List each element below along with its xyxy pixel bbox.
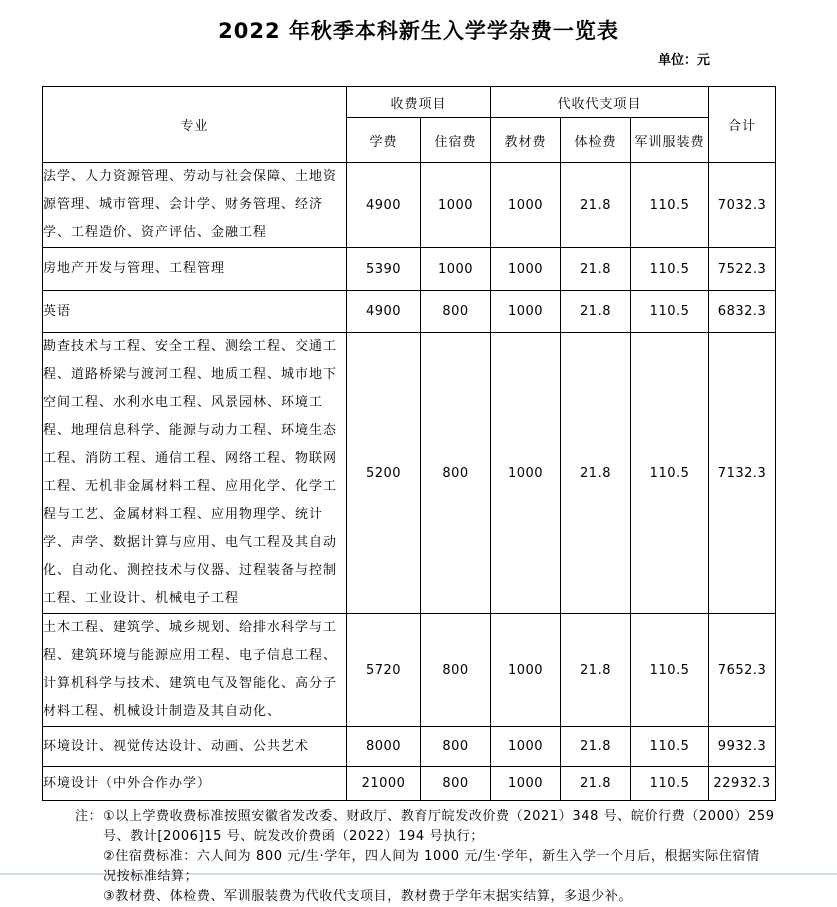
table-header <box>43 87 776 163</box>
table-row <box>43 333 776 614</box>
value-cell-physical-exam: 21.8 <box>561 248 631 291</box>
note-line: 号、教计[2006]15 号、皖发改价费函（2022）194 号执行； <box>103 829 484 844</box>
value-cell-military-uniform: 110.5 <box>631 163 709 248</box>
col-header-total: 合计 <box>709 87 776 163</box>
col-header-major: 专业 <box>43 87 347 163</box>
value-cell-tuition: 21000 <box>347 767 421 801</box>
table-row <box>43 291 776 333</box>
table-row <box>43 163 776 248</box>
value-cell-physical-exam: 21.8 <box>561 163 631 248</box>
value-cell-accommodation: 800 <box>421 727 491 767</box>
value-cell-tuition: 5390 <box>347 248 421 291</box>
col-header-tuition: 学费 <box>347 118 421 163</box>
value-cell-textbook: 1000 <box>491 163 561 248</box>
value-cell-textbook: 1000 <box>491 614 561 727</box>
value-cell-tuition: 4900 <box>347 163 421 248</box>
col-header-physical-exam: 体检费 <box>561 118 631 163</box>
col-header-military-uniform: 军训服装费 <box>631 118 709 163</box>
col-header-fee-group: 收费项目 <box>347 87 491 118</box>
value-cell-textbook: 1000 <box>491 291 561 333</box>
value-cell-total: 7652.3 <box>709 614 776 727</box>
header-row-groups <box>43 87 776 118</box>
value-cell-accommodation: 1000 <box>421 248 491 291</box>
value-cell-physical-exam: 21.8 <box>561 727 631 767</box>
value-cell-total: 7522.3 <box>709 248 776 291</box>
major-cell: 法学、人力资源管理、劳动与社会保障、土地资源管理、城市管理、会计学、财务管理、经济学、工程造价、资产评估、金融工程 <box>43 163 347 248</box>
value-cell-textbook: 1000 <box>491 727 561 767</box>
table-row <box>43 767 776 801</box>
value-cell-military-uniform: 110.5 <box>631 614 709 727</box>
value-cell-total: 6832.3 <box>709 291 776 333</box>
value-cell-tuition: 8000 <box>347 727 421 767</box>
value-cell-accommodation: 1000 <box>421 163 491 248</box>
value-cell-tuition: 5720 <box>347 614 421 727</box>
major-cell: 英语 <box>43 291 347 333</box>
value-cell-physical-exam: 21.8 <box>561 291 631 333</box>
value-cell-total: 22932.3 <box>709 767 776 801</box>
value-cell-total: 7132.3 <box>709 333 776 614</box>
col-header-textbook: 教材费 <box>491 118 561 163</box>
table-row <box>43 614 776 727</box>
value-cell-military-uniform: 110.5 <box>631 727 709 767</box>
col-header-agency-group: 代收代支项目 <box>491 87 709 118</box>
col-header-accommodation: 住宿费 <box>421 118 491 163</box>
value-cell-military-uniform: 110.5 <box>631 767 709 801</box>
page-title: 2022 年秋季本科新生入学学杂费一览表 <box>218 19 619 43</box>
note-line: ③教材费、体检费、军训服装费为代收代支项目，教材费于学年末据实结算，多退少补。 <box>103 889 633 904</box>
table-row <box>43 248 776 291</box>
value-cell-military-uniform: 110.5 <box>631 291 709 333</box>
value-cell-accommodation: 800 <box>421 291 491 333</box>
note-line: ②住宿费标准：六人间为 800 元/生·学年，四人间为 1000 元/生·学年，新生入学一个月后，根据实际住宿情 <box>103 849 760 864</box>
value-cell-physical-exam: 21.8 <box>561 333 631 614</box>
value-cell-textbook: 1000 <box>491 333 561 614</box>
value-cell-accommodation: 800 <box>421 614 491 727</box>
fees-table <box>42 86 776 801</box>
notes-section <box>75 807 803 907</box>
value-cell-tuition: 5200 <box>347 333 421 614</box>
value-cell-accommodation: 800 <box>421 767 491 801</box>
major-cell: 环境设计、视觉传达设计、动画、公共艺术 <box>43 727 347 767</box>
value-cell-military-uniform: 110.5 <box>631 333 709 614</box>
value-cell-textbook: 1000 <box>491 767 561 801</box>
value-cell-military-uniform: 110.5 <box>631 248 709 291</box>
value-cell-textbook: 1000 <box>491 248 561 291</box>
value-cell-tuition: 4900 <box>347 291 421 333</box>
value-cell-physical-exam: 21.8 <box>561 767 631 801</box>
value-cell-total: 9932.3 <box>709 727 776 767</box>
value-cell-accommodation: 800 <box>421 333 491 614</box>
value-cell-total: 7032.3 <box>709 163 776 248</box>
notes-body <box>103 807 803 907</box>
major-cell: 房地产开发与管理、工程管理 <box>43 248 347 291</box>
major-cell: 环境设计（中外合作办学） <box>43 767 347 801</box>
value-cell-physical-exam: 21.8 <box>561 614 631 727</box>
unit-label: 单位：元 <box>657 53 710 68</box>
notes-prefix: 注： <box>75 809 103 824</box>
note-line: ①以上学费收费标准按照安徽省发改委、财政厅、教育厅皖发改价费（2021）348 号、皖价行费（2000）259 <box>103 809 775 824</box>
table-body <box>43 163 776 801</box>
major-cell: 土木工程、建筑学、城乡规划、给排水科学与工程、建筑环境与能源应用工程、电子信息工程、计算机科学与技术、建筑电气及智能化、高分子材料工程、机械设计制造及其自动化、 <box>43 614 347 727</box>
table-row <box>43 727 776 767</box>
note-line: 况按标准结算； <box>103 869 199 884</box>
major-cell: 勘查技术与工程、安全工程、测绘工程、交通工程、道路桥梁与渡河工程、地质工程、城市地下空间工程、水利水电工程、风景园林、环境工程、地理信息科学、能源与动力工程、环境生态工程、消防工程、通信工程、网络工程、物联网工程、无机非金属材料工程、应用化学、化学工程与工艺、金属材料工程、应用物理学、统计学、声学、数据计算与应用、电气工程及其自动化、自动化、测控技术与仪器、过程装备与控制工程、工业设计、机械电子工程 <box>43 333 347 614</box>
